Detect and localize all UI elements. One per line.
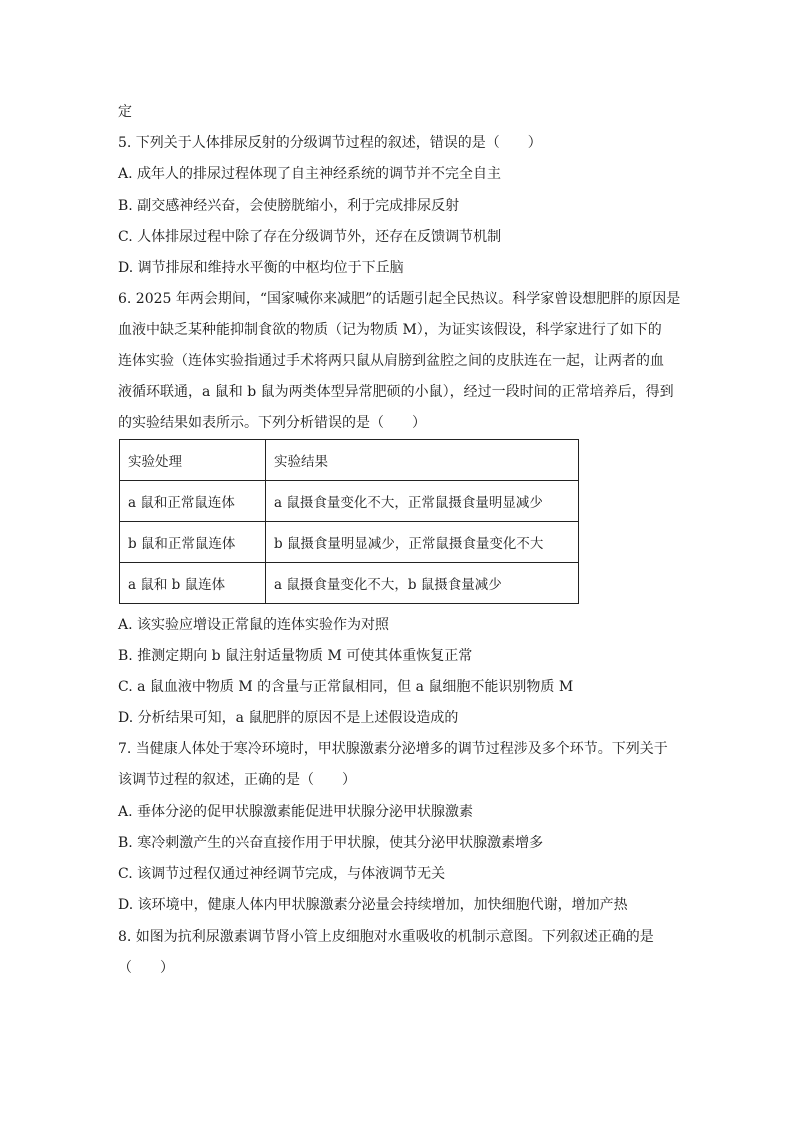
q7-stem-line-2: 该调节过程的叙述，正确的是（ ） xyxy=(118,772,356,788)
experiment-table xyxy=(119,439,579,604)
q6-stem-line-4: 液循环联通，a 鼠和 b 鼠为两类体型异常肥硕的小鼠），经过一段时间的正常培养后，得到 xyxy=(118,384,674,400)
q5-option-c: C. 人体排尿过程中除了存在分级调节外，还存在反馈调节机制 xyxy=(118,229,502,245)
q7-option-c: C. 该调节过程仅通过神经调节完成，与体液调节无关 xyxy=(118,866,446,882)
q8-stem-line-2: （ ） xyxy=(118,960,174,976)
q8-stem-line-1: 8. 如图为抗利尿激素调节肾小管上皮细胞对水重吸收的机制示意图。下列叙述正确的是 xyxy=(118,929,654,945)
q6-option-a: A. 该实验应增设正常鼠的连体实验作为对照 xyxy=(118,617,390,633)
table-header-row xyxy=(120,440,579,481)
q7-stem-line-1: 7. 当健康人体处于寒冷环境时，甲状腺激素分泌增多的调节过程涉及多个环节。下列关于 xyxy=(118,741,668,757)
table-header-cell: 实验结果 xyxy=(266,440,579,481)
q6-stem-line-2: 血液中缺乏某种能抑制食欲的物质（记为物质 M），为证实该假设，科学家进行了如下的 xyxy=(118,322,662,338)
table-cell: a 鼠摄食量变化不大，正常鼠摄食量明显减少 xyxy=(266,481,579,522)
continued-fragment: 定 xyxy=(118,104,132,120)
q7-option-b: B. 寒冷刺激产生的兴奋直接作用于甲状腺，使其分泌甲状腺激素增多 xyxy=(118,835,544,851)
q6-stem-line-5: 的实验结果如表所示。下列分析错误的是（ ） xyxy=(118,415,426,431)
table-row xyxy=(120,563,579,604)
q5-option-d: D. 调节排尿和维持水平衡的中枢均位于下丘脑 xyxy=(118,260,404,276)
q6-option-d: D. 分析结果可知，a 鼠肥胖的原因不是上述假设造成的 xyxy=(118,710,459,726)
table-row xyxy=(120,481,579,522)
table-cell: a 鼠摄食量变化不大，b 鼠摄食量减少 xyxy=(266,563,579,604)
q6-option-c: C. a 鼠血液中物质 M 的含量与正常鼠相同，但 a 鼠细胞不能识别物质 M xyxy=(118,679,574,695)
q6-option-b: B. 推测定期向 b 鼠注射适量物质 M 可使其体重恢复正常 xyxy=(118,648,473,664)
table-cell: b 鼠摄食量明显减少，正常鼠摄食量变化不大 xyxy=(266,522,579,563)
table-cell: a 鼠和正常鼠连体 xyxy=(120,481,266,522)
q5-option-b: B. 副交感神经兴奋，会使膀胱缩小，利于完成排尿反射 xyxy=(118,198,460,214)
q7-option-a: A. 垂体分泌的促甲状腺激素能促进甲状腺分泌甲状腺激素 xyxy=(118,804,474,820)
q6-stem-line-1: 6. 2025 年两会期间，“国家喊你来减肥”的话题引起全民热议。科学家曾设想肥胖的原因是 xyxy=(118,291,681,307)
table-row xyxy=(120,522,579,563)
q7-option-d: D. 该环境中，健康人体内甲状腺激素分泌量会持续增加，加快细胞代谢，增加产热 xyxy=(118,897,628,913)
table-header-cell: 实验处理 xyxy=(120,440,266,481)
q6-stem-line-3: 连体实验（连体实验指通过手术将两只鼠从肩膀到盆腔之间的皮肤连在一起，让两者的血 xyxy=(118,353,664,369)
q5-option-a: A. 成年人的排尿过程体现了自主神经系统的调节并不完全自主 xyxy=(118,166,502,182)
table-cell: a 鼠和 b 鼠连体 xyxy=(120,563,266,604)
table-cell: b 鼠和正常鼠连体 xyxy=(120,522,266,563)
q5-stem: 5. 下列关于人体排尿反射的分级调节过程的叙述，错误的是（ ） xyxy=(118,135,542,151)
